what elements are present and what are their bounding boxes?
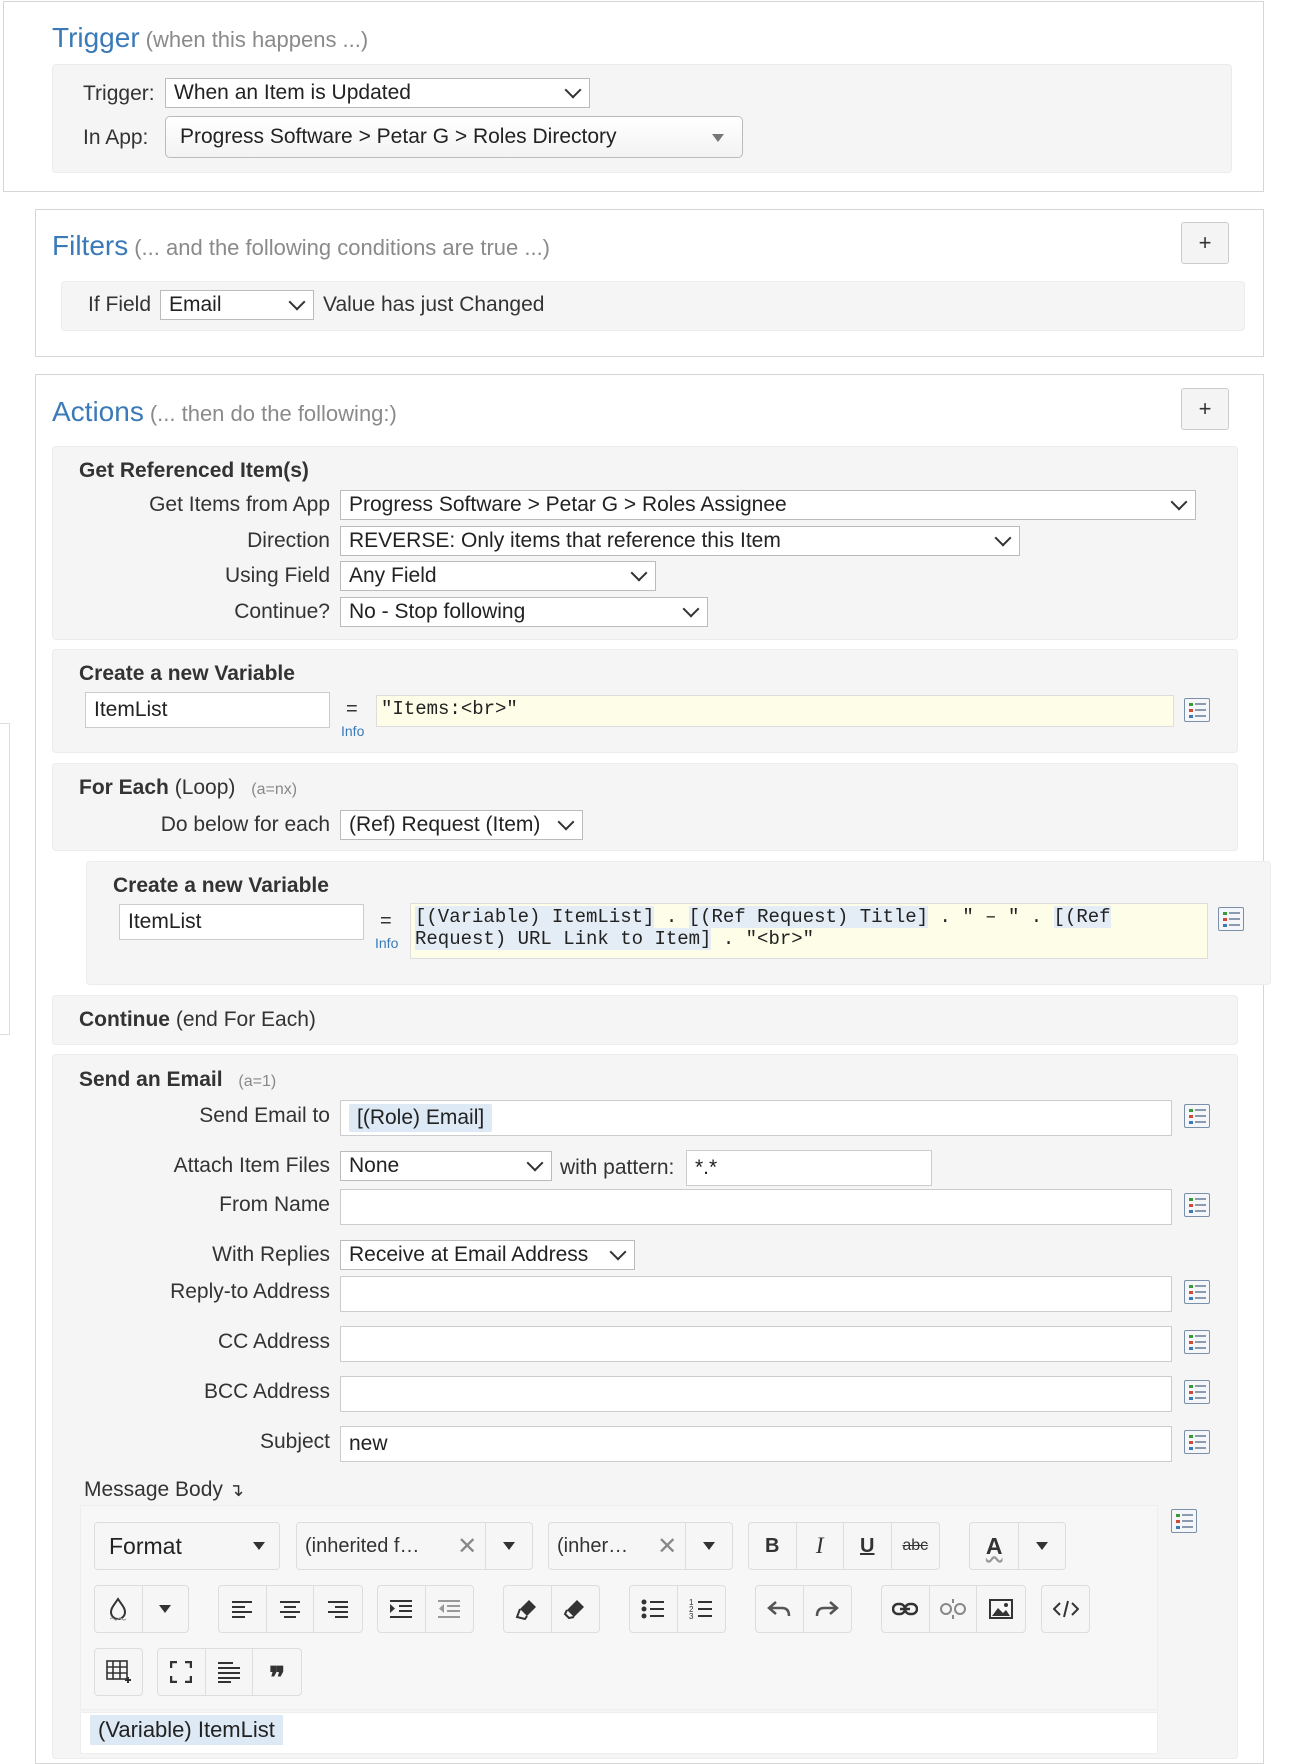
table-icon[interactable] bbox=[95, 1649, 142, 1695]
chevron-down-icon bbox=[995, 530, 1012, 547]
eraser-icon[interactable] bbox=[552, 1586, 600, 1632]
chevron-down-icon bbox=[289, 294, 306, 311]
font-size-dropdown[interactable] bbox=[548, 1522, 733, 1570]
history-group bbox=[755, 1585, 852, 1633]
actions-title: Actions bbox=[52, 396, 144, 427]
underline-button[interactable]: U bbox=[844, 1523, 892, 1569]
align-left-icon[interactable] bbox=[219, 1586, 267, 1632]
from-name-label: From Name bbox=[219, 1193, 330, 1216]
italic-button[interactable]: I bbox=[797, 1523, 845, 1569]
svg-text:3: 3 bbox=[689, 1612, 694, 1620]
collapse-arrow-icon[interactable]: ↴ bbox=[228, 1480, 244, 1500]
trigger-label: Trigger: bbox=[83, 82, 155, 105]
font-size-toggle[interactable] bbox=[686, 1523, 732, 1569]
pattern-label: with pattern: bbox=[560, 1156, 675, 1179]
expression-token: Request) URL Link to Item] bbox=[415, 928, 712, 950]
using-field-value: Any Field bbox=[349, 564, 437, 587]
strikethrough-button[interactable]: abc bbox=[902, 1537, 929, 1554]
field-picker-icon[interactable] bbox=[1171, 1509, 1197, 1533]
chevron-down-icon bbox=[527, 1155, 544, 1172]
with-replies-value: Receive at Email Address bbox=[349, 1243, 589, 1266]
in-app-select-value: Progress Software > Petar G > Roles Directory bbox=[180, 125, 617, 148]
create-variable-title-2: Create a new Variable bbox=[113, 874, 329, 897]
font-family-field[interactable] bbox=[297, 1523, 486, 1569]
chevron-down-icon bbox=[565, 82, 582, 99]
indent-group bbox=[377, 1585, 474, 1633]
attach-files-value: None bbox=[349, 1154, 400, 1177]
message-body-label bbox=[84, 1478, 244, 1502]
clear-format-icon[interactable] bbox=[504, 1586, 552, 1632]
for-each-select[interactable] bbox=[340, 810, 583, 840]
with-replies-select[interactable] bbox=[340, 1240, 635, 1270]
field-picker-icon[interactable] bbox=[1184, 1280, 1210, 1304]
caret-down-icon bbox=[712, 134, 724, 142]
insert-group bbox=[881, 1585, 1026, 1633]
send-to-input[interactable] bbox=[340, 1100, 1172, 1136]
clear-icon[interactable]: ✕ bbox=[457, 1532, 478, 1560]
get-referenced-title: Get Referenced Item(s) bbox=[79, 459, 309, 482]
numbered-list-icon[interactable] bbox=[678, 1586, 726, 1632]
for-each-title-text: For Each bbox=[79, 776, 169, 799]
continue-select[interactable] bbox=[340, 597, 708, 627]
table-group bbox=[94, 1648, 143, 1696]
get-items-app-label: Get Items from App bbox=[149, 493, 330, 516]
background-color-toggle[interactable] bbox=[143, 1586, 189, 1632]
send-email-meta: (a=1) bbox=[238, 1073, 277, 1090]
background-color-dropdown[interactable] bbox=[94, 1585, 189, 1633]
format-dropdown[interactable] bbox=[94, 1522, 280, 1570]
filter-field-select[interactable] bbox=[160, 290, 314, 320]
trigger-subtitle: (when this happens ...) bbox=[145, 27, 369, 52]
from-name-input[interactable] bbox=[340, 1189, 1172, 1225]
send-to-token: [(Role) Email] bbox=[349, 1104, 492, 1132]
if-field-label: If Field bbox=[88, 293, 152, 316]
indent-icon[interactable] bbox=[378, 1586, 426, 1632]
chevron-down-icon bbox=[683, 601, 700, 618]
code-group bbox=[1041, 1585, 1090, 1633]
direction-select[interactable] bbox=[340, 526, 1020, 556]
reply-to-input[interactable] bbox=[340, 1276, 1172, 1312]
expression-operator: . "<br>" bbox=[711, 928, 815, 950]
field-picker-icon[interactable] bbox=[1184, 1104, 1210, 1128]
cc-input[interactable] bbox=[340, 1326, 1172, 1362]
get-items-app-value: Progress Software > Petar G > Roles Assignee bbox=[349, 493, 787, 516]
direction-label: Direction bbox=[247, 529, 330, 552]
subject-input[interactable]: new bbox=[340, 1426, 1172, 1462]
trigger-section-title bbox=[52, 22, 368, 54]
add-filter-button[interactable]: + bbox=[1181, 222, 1229, 264]
blockquote-icon[interactable]: ❞ bbox=[269, 1661, 286, 1695]
for-each-title-suffix: (Loop) bbox=[174, 776, 236, 799]
field-picker-icon[interactable] bbox=[1184, 1430, 1210, 1454]
chevron-down-icon bbox=[1171, 494, 1188, 511]
add-action-button[interactable]: + bbox=[1181, 388, 1229, 430]
field-picker-icon[interactable] bbox=[1184, 1193, 1210, 1217]
direction-value: REVERSE: Only items that reference this Item bbox=[349, 529, 781, 552]
variable-expression-input-1[interactable] bbox=[376, 695, 1174, 727]
field-picker-icon[interactable] bbox=[1184, 1330, 1210, 1354]
get-items-app-select[interactable] bbox=[340, 490, 1196, 520]
message-body-token: (Variable) ItemList bbox=[90, 1715, 283, 1745]
create-variable-title-1: Create a new Variable bbox=[79, 662, 295, 685]
send-email-title bbox=[79, 1068, 276, 1092]
text-color-dropdown[interactable] bbox=[969, 1522, 1066, 1570]
list-group bbox=[629, 1585, 726, 1633]
bcc-input[interactable] bbox=[340, 1376, 1172, 1412]
pattern-input[interactable]: *.* bbox=[686, 1150, 932, 1186]
send-to-label: Send Email to bbox=[199, 1104, 330, 1127]
field-picker-icon[interactable] bbox=[1184, 1380, 1210, 1404]
filter-field-value: Email bbox=[169, 293, 222, 316]
in-app-label: In App: bbox=[83, 126, 149, 149]
subject-label: Subject bbox=[259, 1430, 330, 1453]
filters-title: Filters bbox=[52, 230, 129, 261]
message-body-label-text: Message Body bbox=[84, 1478, 223, 1501]
unlink-icon[interactable] bbox=[930, 1586, 978, 1632]
attach-files-select[interactable] bbox=[340, 1151, 552, 1181]
variable-name-input-2[interactable]: ItemList bbox=[119, 904, 364, 940]
reply-to-label: Reply-to Address bbox=[170, 1280, 330, 1303]
using-field-label: Using Field bbox=[224, 564, 330, 587]
source-code-icon[interactable] bbox=[1042, 1586, 1089, 1632]
font-family-toggle[interactable] bbox=[486, 1523, 532, 1569]
with-replies-label: With Replies bbox=[212, 1243, 330, 1266]
field-picker-icon[interactable] bbox=[1218, 907, 1244, 931]
redo-icon[interactable] bbox=[804, 1586, 852, 1632]
chevron-down-icon bbox=[558, 814, 575, 831]
for-each-value: (Ref) Request (Item) bbox=[349, 813, 541, 836]
for-each-meta: (a=nx) bbox=[251, 781, 298, 798]
using-field-select[interactable] bbox=[340, 561, 656, 591]
chevron-down-icon bbox=[631, 565, 648, 582]
align-right-icon[interactable] bbox=[314, 1586, 362, 1632]
expression-operator: . bbox=[654, 906, 689, 928]
continue-suffix: (end For Each) bbox=[175, 1008, 316, 1031]
text-color-icon[interactable]: A bbox=[970, 1523, 1019, 1569]
equals-sign: = bbox=[380, 910, 392, 932]
trigger-title: Trigger bbox=[52, 22, 140, 53]
paragraph-format-icon[interactable] bbox=[206, 1649, 254, 1695]
image-icon[interactable] bbox=[977, 1586, 1025, 1632]
continue-title: Continue bbox=[79, 1008, 170, 1031]
align-center-icon[interactable] bbox=[267, 1586, 315, 1632]
droplet-icon[interactable] bbox=[95, 1586, 143, 1632]
bullet-list-icon[interactable] bbox=[630, 1586, 678, 1632]
text-style-group bbox=[748, 1522, 940, 1570]
variable-name-input-1[interactable]: ItemList bbox=[85, 692, 330, 728]
bcc-label: BCC Address bbox=[203, 1380, 330, 1403]
format-painter-group bbox=[503, 1585, 600, 1633]
caret-down-icon bbox=[253, 1542, 265, 1550]
attach-files-label: Attach Item Files bbox=[173, 1154, 330, 1177]
text-color-toggle[interactable] bbox=[1019, 1523, 1065, 1569]
trigger-select-value: When an Item is Updated bbox=[174, 81, 411, 104]
expression-token: [(Variable) ItemList] bbox=[415, 906, 655, 928]
view-group bbox=[157, 1648, 302, 1696]
svg-text:2: 2 bbox=[689, 1605, 694, 1614]
filters-section-title bbox=[52, 230, 550, 262]
caret-down-icon bbox=[1036, 1542, 1048, 1550]
chevron-down-icon bbox=[610, 1244, 627, 1261]
alignment-group bbox=[218, 1585, 363, 1633]
format-label: Format bbox=[109, 1532, 182, 1559]
variable-expression-input-2[interactable] bbox=[410, 903, 1208, 959]
fullscreen-icon[interactable] bbox=[158, 1649, 206, 1695]
for-each-title bbox=[79, 776, 297, 800]
info-link[interactable]: Info bbox=[375, 935, 399, 951]
continue-label: Continue? bbox=[234, 600, 330, 623]
caret-down-icon bbox=[503, 1542, 515, 1550]
font-size-field[interactable] bbox=[549, 1523, 686, 1569]
expression-token: [(Ref bbox=[1053, 906, 1111, 928]
side-panel-edge bbox=[0, 723, 10, 1035]
trigger-select[interactable] bbox=[165, 78, 590, 108]
font-family-value: (inherited f… bbox=[305, 1534, 420, 1557]
svg-text:1: 1 bbox=[689, 1598, 694, 1607]
send-email-title-text: Send an Email bbox=[79, 1068, 223, 1091]
expression-operator: . " – " . bbox=[928, 906, 1054, 928]
undo-icon[interactable] bbox=[756, 1586, 804, 1632]
continue-value: No - Stop following bbox=[349, 600, 526, 623]
continue-block-title bbox=[79, 1008, 316, 1032]
expression-text: "Items:<br>" bbox=[381, 698, 518, 720]
info-link[interactable]: Info bbox=[341, 723, 365, 739]
caret-down-icon bbox=[703, 1542, 715, 1550]
clear-icon[interactable]: ✕ bbox=[657, 1532, 678, 1560]
field-picker-icon[interactable] bbox=[1184, 698, 1210, 722]
outdent-icon[interactable] bbox=[426, 1586, 474, 1632]
font-size-value: (inher… bbox=[557, 1534, 629, 1557]
filters-subtitle: (... and the following conditions are true ...) bbox=[134, 235, 551, 260]
equals-sign: = bbox=[346, 698, 358, 720]
filter-condition-text: Value has just Changed bbox=[323, 293, 545, 316]
link-icon[interactable] bbox=[882, 1586, 930, 1632]
bold-button[interactable]: B bbox=[749, 1523, 797, 1569]
actions-section-title bbox=[52, 396, 397, 428]
font-family-dropdown[interactable] bbox=[296, 1522, 533, 1570]
in-app-select[interactable] bbox=[165, 116, 743, 158]
cc-label: CC Address bbox=[217, 1330, 330, 1353]
expression-token: [(Ref Request) Title] bbox=[688, 906, 929, 928]
do-below-label: Do below for each bbox=[160, 813, 330, 836]
caret-down-icon bbox=[159, 1605, 171, 1613]
actions-subtitle: (... then do the following:) bbox=[149, 401, 397, 426]
